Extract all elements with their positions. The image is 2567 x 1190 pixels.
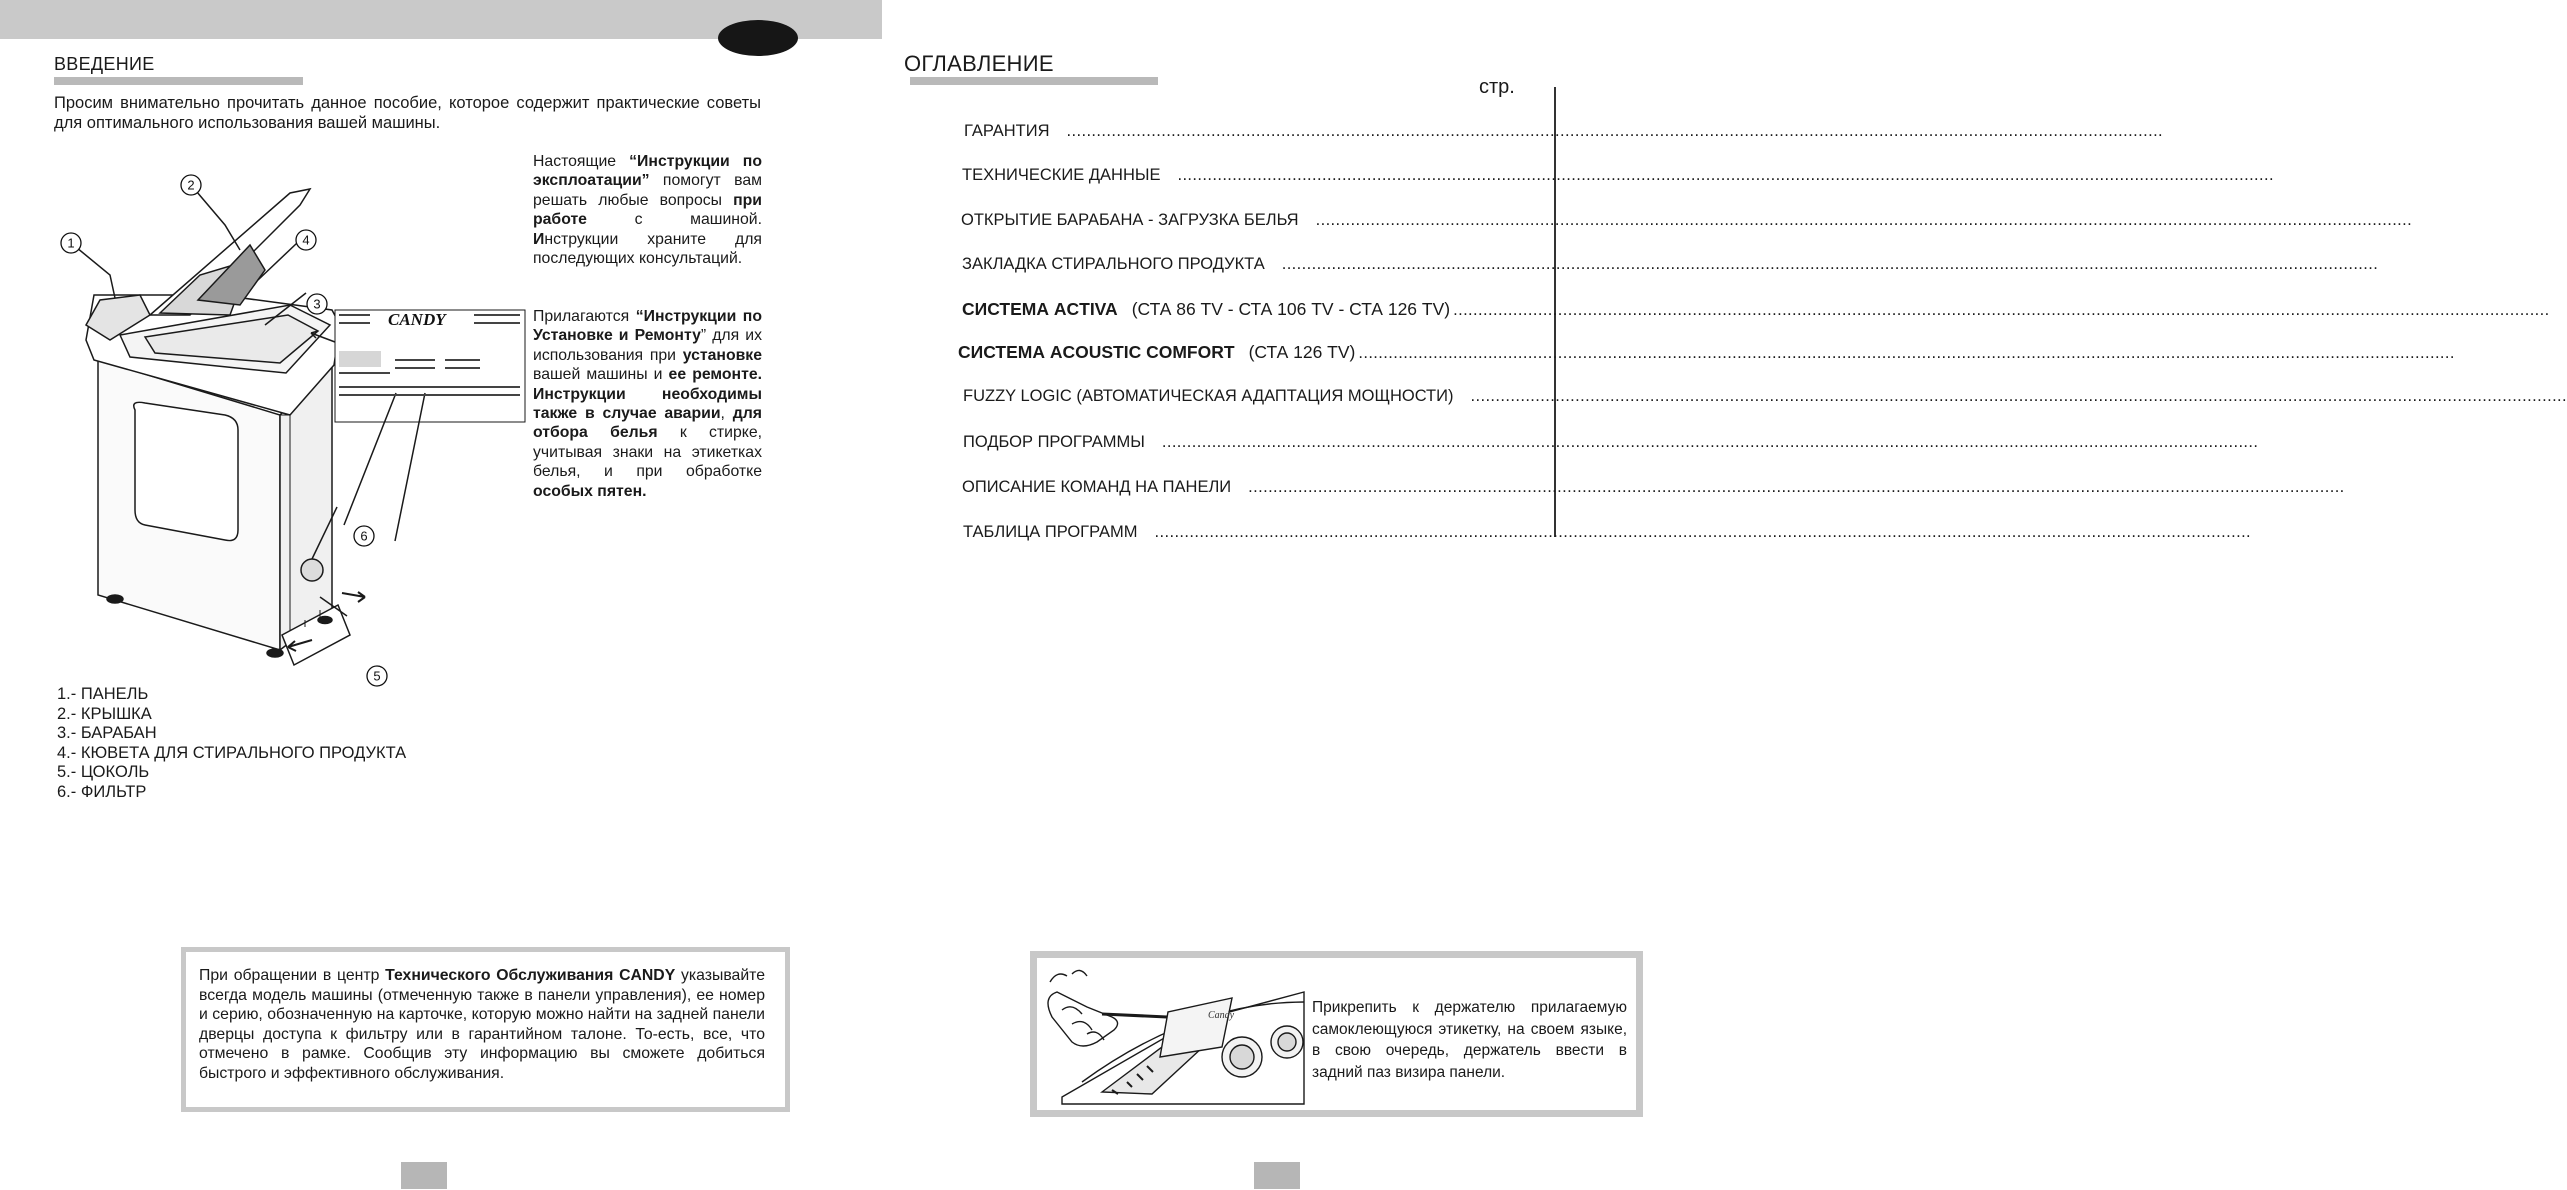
- toc-entry-acoustic-comfort[interactable]: СИСТЕМА ACOUSTIC COMFORT (СТА 126 TV) ............................................................................................................................................................................................................................: [958, 342, 2455, 362]
- service-note-box: [181, 947, 790, 1112]
- toc-entry-activa[interactable]: СИСТЕМА ACTIVA (СТА 86 TV - СТА 106 TV - СТА 126 TV) ............................................................................................................................................................................................................................: [962, 299, 2550, 319]
- toc-entry-program-table[interactable]: ТАБЛИЦА ПРОГРАММ ............................................................................................................................................................................................................................: [963, 523, 2252, 541]
- callout-2: 2: [187, 177, 195, 193]
- page-tab-oval: [718, 20, 798, 56]
- callout-4: 4: [302, 232, 310, 248]
- toc-heading: ОГЛАВЛЕНИЕ: [904, 51, 1054, 76]
- rating-plate-brand: CANDY: [388, 310, 446, 329]
- callout-6: 6: [360, 528, 368, 544]
- parts-legend-item: 6.- ФИЛЬТР: [57, 782, 147, 801]
- toc-entry-technical-data[interactable]: ТЕХНИЧЕСКИЕ ДАННЫЕ ............................................................................................................................................................................................................................: [962, 166, 2274, 184]
- intro-heading: ВВЕДЕНИЕ: [54, 54, 155, 74]
- callout-5: 5: [373, 668, 381, 684]
- sticker-brand: Candy: [1208, 1010, 1235, 1021]
- callout-3: 3: [313, 296, 321, 312]
- toc-entry-panel-controls[interactable]: ОПИСАНИЕ КОМАНД НА ПАНЕЛИ ............................................................................................................................................................................................................................: [962, 478, 2345, 496]
- parts-legend-item: 4.- КЮВЕТА ДЛЯ СТИРАЛЬНОГО ПРОДУКТА: [57, 743, 407, 762]
- toc-entry-fuzzy-logic[interactable]: FUZZY LOGIC (АВТОМАТИЧЕСКАЯ АДАПТАЦИЯ МОЩНОСТИ) ............................................................................................................................................................................................................................: [963, 387, 2567, 405]
- sticker-illustration: [1042, 962, 1304, 1104]
- parts-legend: [57, 685, 406, 803]
- installation-paragraph: Прилагаются “Инструкции по Установке и Ремонту” для их использования при установке вашей машины и ее ремонте. Инструкции необходимы также в случае аварии, для отбора белья к стирке, учитывая знаки на этикетках белья, и при обработке особых пятен.: [533, 308, 762, 500]
- sticker-instruction-box: [1030, 951, 1643, 1117]
- intro-heading-rule: [54, 77, 303, 85]
- toc-heading-rule: [910, 77, 1158, 85]
- parts-legend-item: 3.- БАРАБАН: [57, 724, 157, 743]
- parts-legend-item: 5.- ЦОКОЛЬ: [57, 763, 150, 782]
- intro-text: Просим внимательно прочитать данное пособие, которое содержит практические советы для оптимального использования вашей машины.: [54, 94, 761, 132]
- parts-legend-item: 1.- ПАНЕЛЬ: [57, 685, 149, 703]
- toc-entry-drum-loading[interactable]: ОТКРЫТИЕ БАРАБАНА - ЗАГРУЗКА БЕЛЬЯ ............................................................................................................................................................................................................................: [961, 211, 2413, 229]
- toc-page-column-label: стр.: [1479, 76, 1515, 98]
- parts-legend-item: 2.- КРЫШКА: [57, 704, 152, 723]
- callout-1: 1: [67, 235, 75, 251]
- instructions-paragraph: Настоящие “Инструкции по эксплоатации” помогут вам решать любые вопросы при работе с машиной. Инструкции храните для последующих консультаций.: [533, 153, 762, 268]
- toc-entry-detergent[interactable]: ЗАКЛАДКА СТИРАЛЬНОГО ПРОДУКТА ............................................................................................................................................................................................................................: [962, 255, 2379, 273]
- service-note-text: При обращении в центр Технического Обслуживания CANDY указывайте всегда модель машины (отмеченную также в панели управления), ее номер и серию, обозначенную на карточке, которую можно найти на задней панели дверцы доступа к фильтру или в гарантийном талоне. То-есть, все, что отмечено в рамке. Сообщив эту информацию вы сможете добиться быстрого и эффективного обслуживания.: [186, 952, 785, 1107]
- right-page-number-tab: [1254, 1162, 1300, 1189]
- toc-entry-warranty[interactable]: ГАРАНТИЯ ............................................................................................................................................................................................................................: [964, 122, 2164, 140]
- left-page-number-tab: [401, 1162, 447, 1189]
- toc-entry-program-selection[interactable]: ПОДБОР ПРОГРАММЫ ............................................................................................................................................................................................................................: [963, 433, 2259, 451]
- washing-machine-illustration: [50, 165, 525, 690]
- sticker-instruction-text: Прикрепить к держателю прилагаемую самоклеющуюся этикетку, на своем языке, в свою очередь, держатель ввести в задний паз визира панели.: [1312, 999, 1627, 1081]
